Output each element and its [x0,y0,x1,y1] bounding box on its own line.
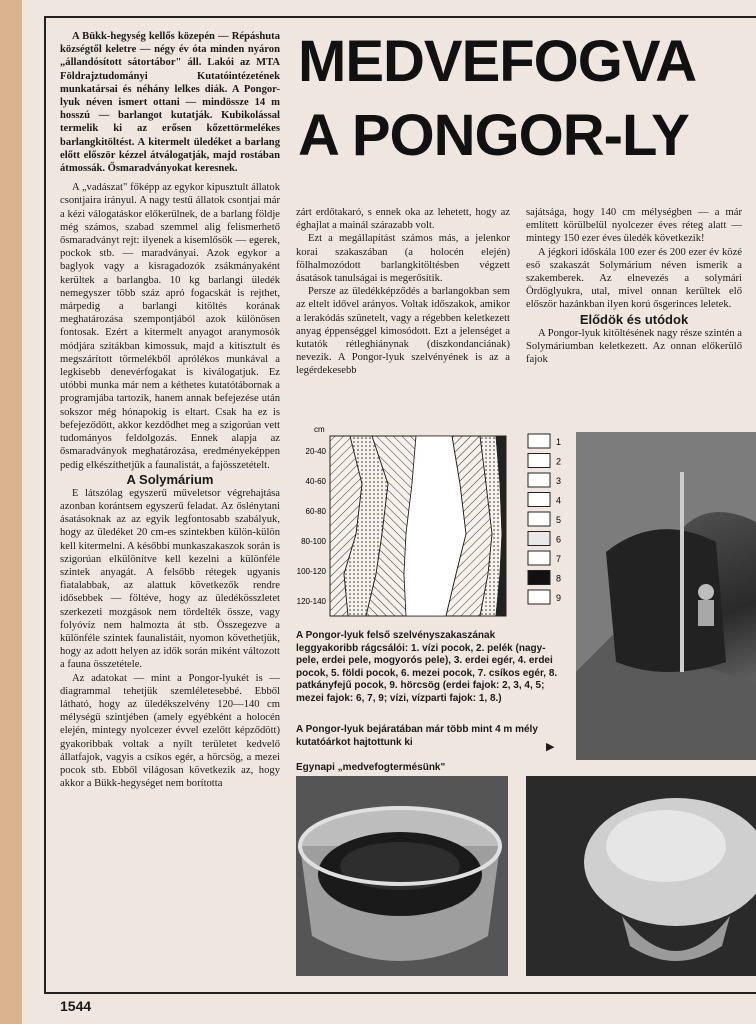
photo-caption-teeth: Egynapi „medvefogtermésünk" [296,762,446,773]
cave-entrance-photo [576,432,756,760]
body-paragraph: sajátsága, hogy 140 cm mélységben — a már említett körülbelül nyolcezer éves réteg alatt — mintegy 150 ezer éves üledék következik! [526,207,742,245]
legend-label: 6 [556,534,562,545]
legend-label: 9 [556,593,562,603]
page-number: 1544 [60,998,92,1014]
text-column-3 [526,206,742,366]
page-binding-edge [0,0,22,1024]
body-paragraph: A Pongor-lyuk kitöltésének nagy része szintén a Solymáriumban keletkezett. Az onnan előkerülő fajok [526,327,742,366]
legend-label: 7 [556,554,562,564]
depth-tick-label: 60-80 [305,507,326,516]
depth-tick-label: 100-120 [296,567,326,576]
depth-tick-label: 120-140 [296,597,326,606]
chart-legend [526,432,576,612]
chart-unit-label: cm [314,425,325,434]
legend-swatch [528,493,550,507]
bear-tooth-photo [526,776,756,976]
body-paragraph: Ezt a megállapítást számos más, a jelenkor korai szakaszában (a holocén elején) fölhalmozódott barlangkitöltésben végzett ásatások tanulságai is megerősítik. [296,233,510,285]
text-column-1 [60,30,280,790]
body-paragraph: A „vadászat" főképp az egykor kipusztult állatok csontjaira irányul. A nagy testű állatok csontjai már a kézi válogatáskor előkerülnek, de a barlang földje még számos, szabad szemmel alig felismerhető ősmaradványt rejt: ilyenek a kisemlősök — egerek, pockok stb. — maradványai. Azok egykor a baglyok vagy a kisragadozók zsákmányaként kerültek a barlangba. 10 kg barlangi üledék nemegyszer több száz apró fogacskát is rejthet, márpedig a barlangi kitöltés korának meghatározása szempontjából azok különösen fontosak. Ezért a kitermelt anyagot aranymosók módjára szitákban kimossuk, majd a kitisztult és megszárított törmelékből aprólékos munkával a legkisebb denevérfogakat is kiválogatjuk. Ez utóbbi munka már nem a kéthetes kutatótábornak a programjába tartozik, hanem annak befejezése után sokszor még hónapokig is eltart. Csak ha ez is befejeződött, akkor kezdődhet meg a szigorúan vett tudományos feldolgozás. Ennek alapja az ősmaradványok meghatározása, eredményeképpen pedig elkészíthetjük a faunalistát, a fajösszetételt. [60,182,280,471]
frame-line-top [44,16,756,18]
chart-caption: A Pongor-lyuk felső szelvényszakaszának leggyakoribb rágcsálói: 1. vízi pocok, 2. pelék (nagy-pele, erdei pele, mogyorós pele), 3. erdei egér, 4. erdei pocok, 5. földi pocok, 6. mezei pocok, 7. csíkos egér, 8. patkányfejű pocok, 9. hörcsög (erdei fajok: 2, 3, 4, 5; mezei fajok: 6, 7, 9; vízi, vízparti fajok: 1, 8.) [296,630,558,704]
subheading-solymarium: A Solymárium [126,471,214,487]
legend-swatch [528,571,550,585]
body-paragraph: E látszólag egyszerű műveletsor végrehajtása azonban korántsem egyszerű feladat. Az őslénytani ásatásoknak az az egyik legfontosabb szabályuk, hogy az üledéket 20 cm-es szintekben külön-külön kell kitermelni. A későbbi munkaszakaszok során is szigorúan elkülönítve kell kezelni a különféle szintek anyagát. A felsőbb rétegek ugyanis fiatalabbak, az alattuk következők rendre idősebbek — föltéve, hogy az üledékösszletet szerkezeti mozgások nem tördelték össze, vagy folyóvíz nem halmozta át stb. Összegezve a különféle szintek faunalistáit, nyomon követhetjük, hogy az adott helyen az idők során miként változott a fauna összetétele. [60,487,280,671]
depth-axis [297,447,327,606]
legend-swatch [528,434,550,448]
legend-label: 8 [556,573,562,584]
legend-label: 4 [556,495,562,506]
legend-swatch [528,590,550,604]
depth-tick-label: 80-100 [301,537,326,546]
depth-tick-label: 40-60 [305,477,326,486]
depth-tick-label: 20-40 [305,447,326,456]
lead-paragraph: A Bükk-hegység kellős közepén — Répáshuta községtől keletre — négy év óta minden nyáron „állandósított sátortábor" áll. Lakói az MTA Földrajztudományi Kutatóintézetének munkatársai és néhány lelkes diák. A Pongor-lyuk néven ismert ottani — mindössze 14 m hosszú — barlangot kutatják. Kubikolással termelik ki az erősen kőzettörmelékes barlangkitöltést. A kitermelt üledéket a barlang előtt először kézzel átválogatják, majd rostában átmossák. Ősmaradványokat keresnek. [60,31,280,175]
legend-label: 2 [556,456,562,467]
headline-line-1: MEDVEFOGVA [298,29,697,94]
legend-swatch [528,454,550,468]
legend-label: 3 [556,476,562,486]
legend-swatch [528,532,550,546]
headline-line-2: A PONGOR-LY [298,103,689,168]
triangle-right-icon: ▶ [546,741,555,753]
text-column-2 [296,206,510,378]
frame-line-left [44,16,46,994]
frame-line-bottom [44,992,756,994]
legend-swatch [528,551,550,565]
body-paragraph: zárt erdőtakaró, s ennek oka az lehetett, hogy az éghajlat a mainál szárazabb volt. [296,207,510,232]
legend-swatch [528,512,550,526]
sieve-photo [296,776,508,976]
legend-swatch [528,473,550,487]
subheading-elodok: Elődök és utódok [579,311,689,327]
legend-label: 1 [556,437,562,447]
body-paragraph: A jégkori időskála 100 ezer és 200 ezer év közé eső szakaszát Solymárium néven ismerik a szakemberek. Az elnevezés a solymári Ördöglyukra, utal, mivel onnan kerültek elő először hazánkban ilyen korú ősgerinces leletek. [526,246,742,311]
body-paragraph: Az adatokat — mint a Pongor-lyukét is — diagrammal tehetjük szemléletesebbé. Ebből látható, hogy az üledékszelvény 120—140 cm mélységű szintjében (amely egyébként a holocén elején, mintegy nyolcezer évvel ezelőtt képződött) gyakoribbak voltak a nyílt területet kedvelő állatfajok, vagyis a csíkos egér, a hörcsög, a mezei pocok stb. Ebből világosan következik az, hogy akkor a Bükk-hegységet nem borította [60,672,280,790]
photo-caption-entrance: A Pongor-lyuk bejáratában már több mint 4 m mély kutatóárkot hajtottunk ki [296,724,538,748]
rodent-depth-chart [296,424,516,624]
body-paragraph: Persze az üledékképződés a barlangokban sem az eltelt idővel arányos. Voltak időszakok, amikor a lerakódás szünetelt, vagy a régebben keletkezett anyag éppenséggel kimosódott. Ezt a jelenséget a kutatók rétleghiánynak (diszkondanciának) nevezik. A Pongor-lyuk szelvényének is az a legérdekesebb [296,286,510,377]
legend-label: 5 [556,515,562,525]
